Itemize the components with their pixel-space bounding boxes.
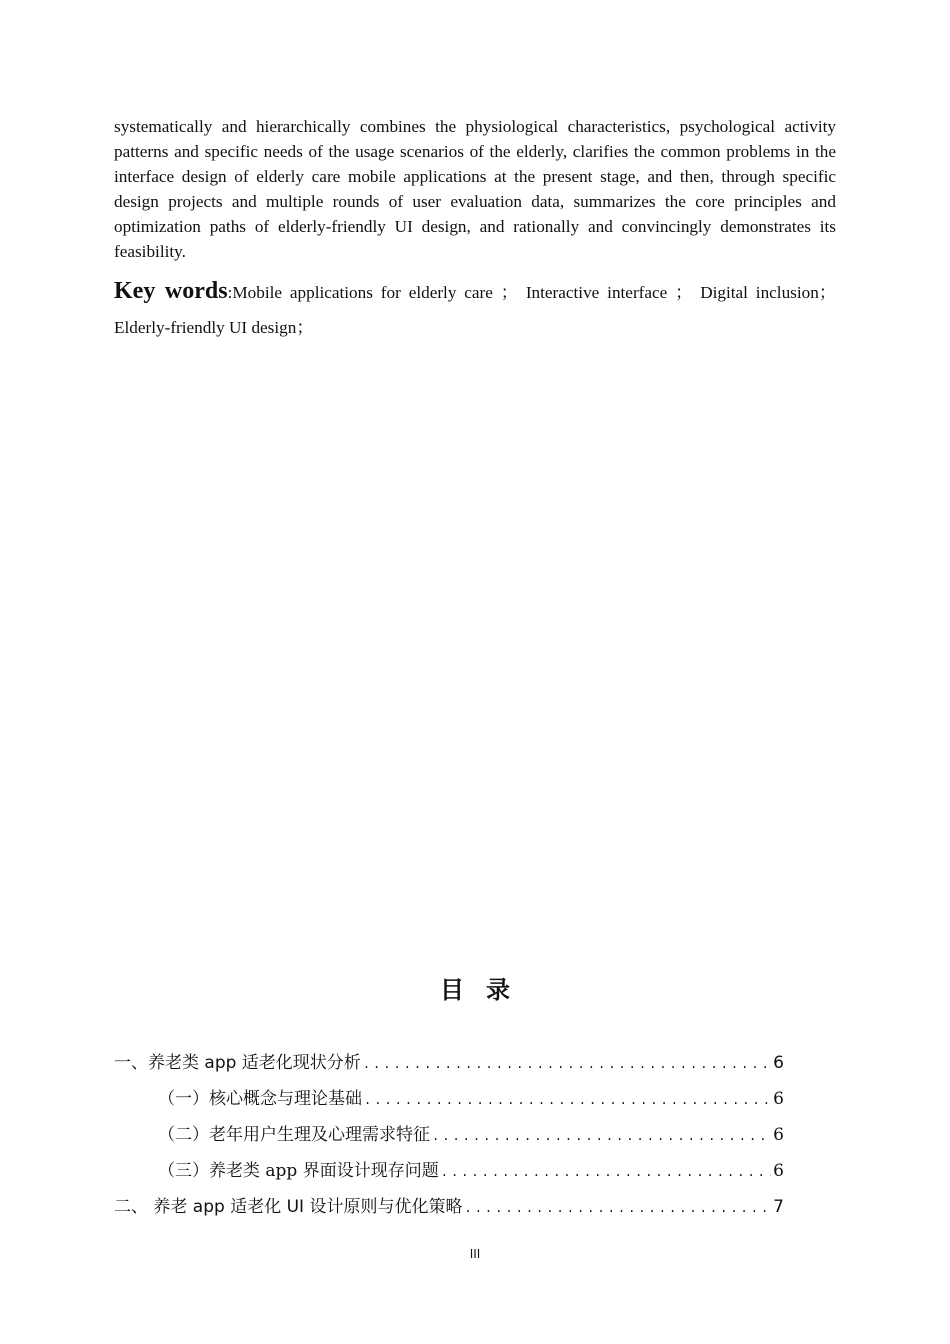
toc-entry-page: 6 [773, 1125, 784, 1145]
toc-dot-leader [364, 1093, 771, 1107]
toc-entry[interactable] [114, 1084, 784, 1120]
toc-entry[interactable] [114, 1120, 784, 1156]
keywords-label: Key words [114, 278, 228, 304]
page-number: III [469, 1247, 481, 1261]
toc-entry-page: 6 [773, 1053, 784, 1073]
toc-dot-leader [363, 1057, 771, 1071]
toc-entry[interactable] [114, 1192, 784, 1228]
keywords-paragraph [114, 274, 836, 345]
toc-entry[interactable] [114, 1048, 784, 1084]
abstract-paragraph: systematically and hierarchically combines the physiological characteristics, psychological activity patterns and specific needs of the usage scenarios of the elderly, clarifies the common problems in the interface design of elderly care mobile applications at the present stage, and then, through specific design projects and multiple rounds of user evaluation data, summarizes the core principles and optimization paths of elderly-friendly UI design, and rationally and convincingly demonstrates its feasibility. [114, 117, 836, 261]
toc-dot-leader [432, 1129, 771, 1143]
toc-entry-title: （一）核心概念与理论基础 [158, 1089, 362, 1109]
toc-entry-title: （二）老年用户生理及心理需求特征 [158, 1125, 430, 1145]
toc-entry-page: 6 [773, 1161, 784, 1181]
toc-entry[interactable] [114, 1156, 784, 1192]
toc-entry-title: （三）养老类 app 界面设计现存问题 [158, 1161, 439, 1181]
keywords-text: Mobile applications for elderly care ； Interactive interface ； Digital inclusion；Elderly-friendly UI design； [114, 283, 837, 337]
toc-dot-leader [441, 1165, 771, 1179]
toc-title: 目录 [440, 976, 532, 1004]
toc-dot-leader [464, 1201, 771, 1215]
table-of-contents [114, 1048, 784, 1228]
toc-entry-title: 一、养老类 app 适老化现状分析 [114, 1053, 361, 1073]
keywords-separator: : [227, 283, 233, 302]
toc-entry-title: 二、 养老 app 适老化 UI 设计原则与优化策略 [114, 1197, 463, 1217]
toc-entry-page: 6 [773, 1089, 784, 1109]
toc-entry-page: 7 [773, 1197, 784, 1217]
